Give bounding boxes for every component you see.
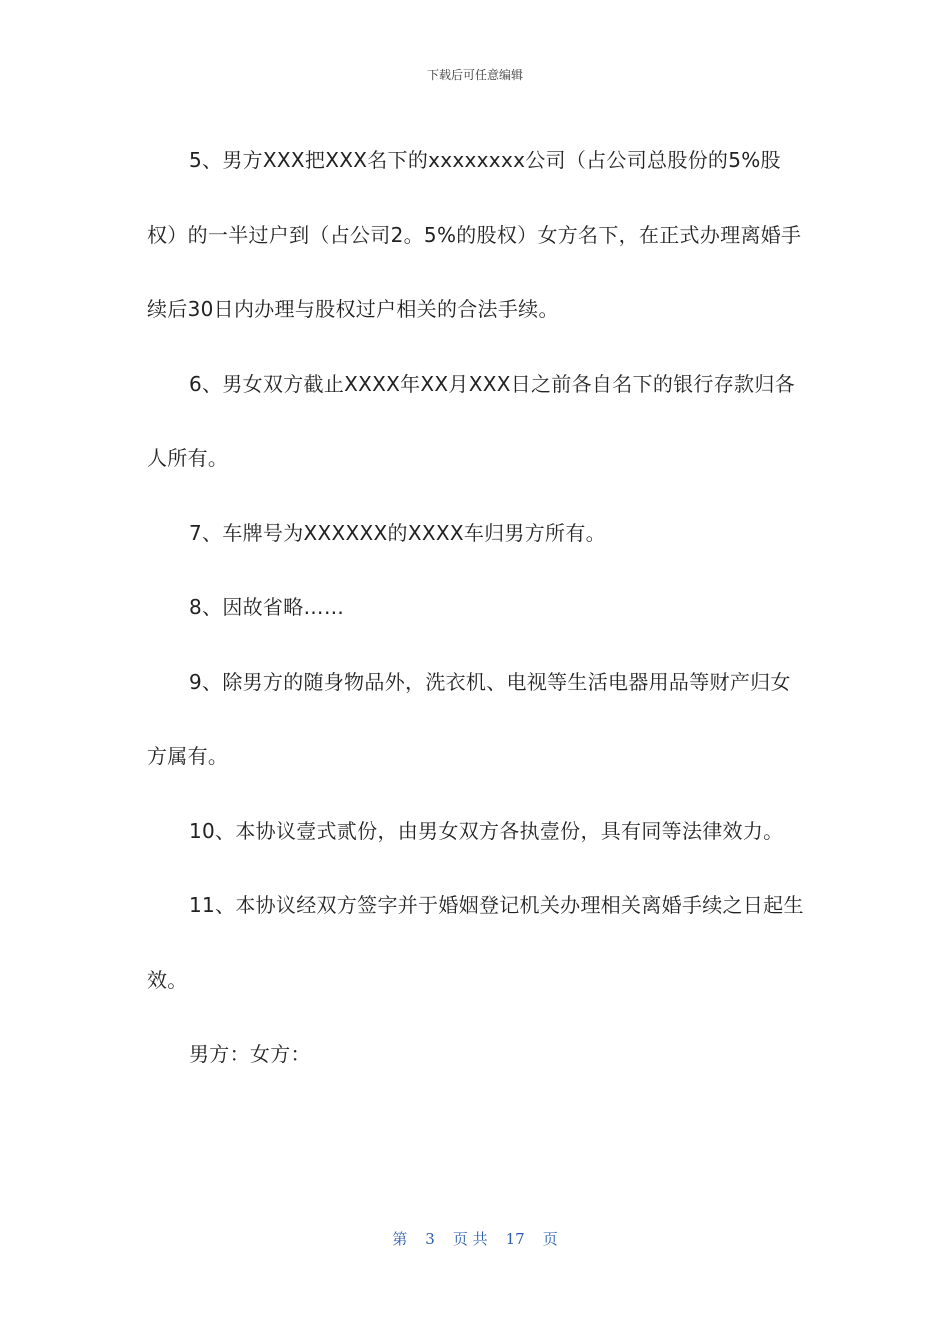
clause-9: 9、除男方的随身物品外，洗衣机、电视等生活电器用品等财产归女方属有。 [147, 669, 791, 768]
footer-page-number: 3 [425, 1230, 435, 1248]
clause-6: 6、男女双方截止XXXX年XX月XXX日之前各自名下的银行存款归各人所有。 [147, 371, 795, 470]
footer-suffix: 页 [542, 1230, 558, 1248]
footer-middle: 页 共 [452, 1230, 488, 1248]
clause-7: 7、车牌号为XXXXXX的XXXX车归男方所有。 [189, 520, 606, 545]
page-header: 下载后可任意编辑 [426, 68, 523, 82]
clause-10: 10、本协议壹式贰份，由男女双方各执壹份，具有同等法律效力。 [189, 818, 784, 843]
page-footer [0, 1228, 950, 1249]
clause-11: 11、本协议经双方签字并于婚姻登记机关办理相关离婚手续之日起生效。 [147, 893, 804, 992]
agreement-body [147, 123, 807, 1092]
footer-prefix: 第 [392, 1230, 408, 1248]
clause-8: 8、因故省略…… [189, 595, 345, 619]
signature-line: 男方：女方： [189, 1042, 311, 1066]
footer-total-pages: 17 [505, 1230, 525, 1248]
clause-5: 5、男方XXX把XXX名下的xxxxxxxx公司（占公司总股份的5%股权）的一半过户到（占公司2。5%的股权）女方名下，在正式办理离婚手续后30日内办理与股权过户相关的合法手续。 [147, 148, 802, 321]
